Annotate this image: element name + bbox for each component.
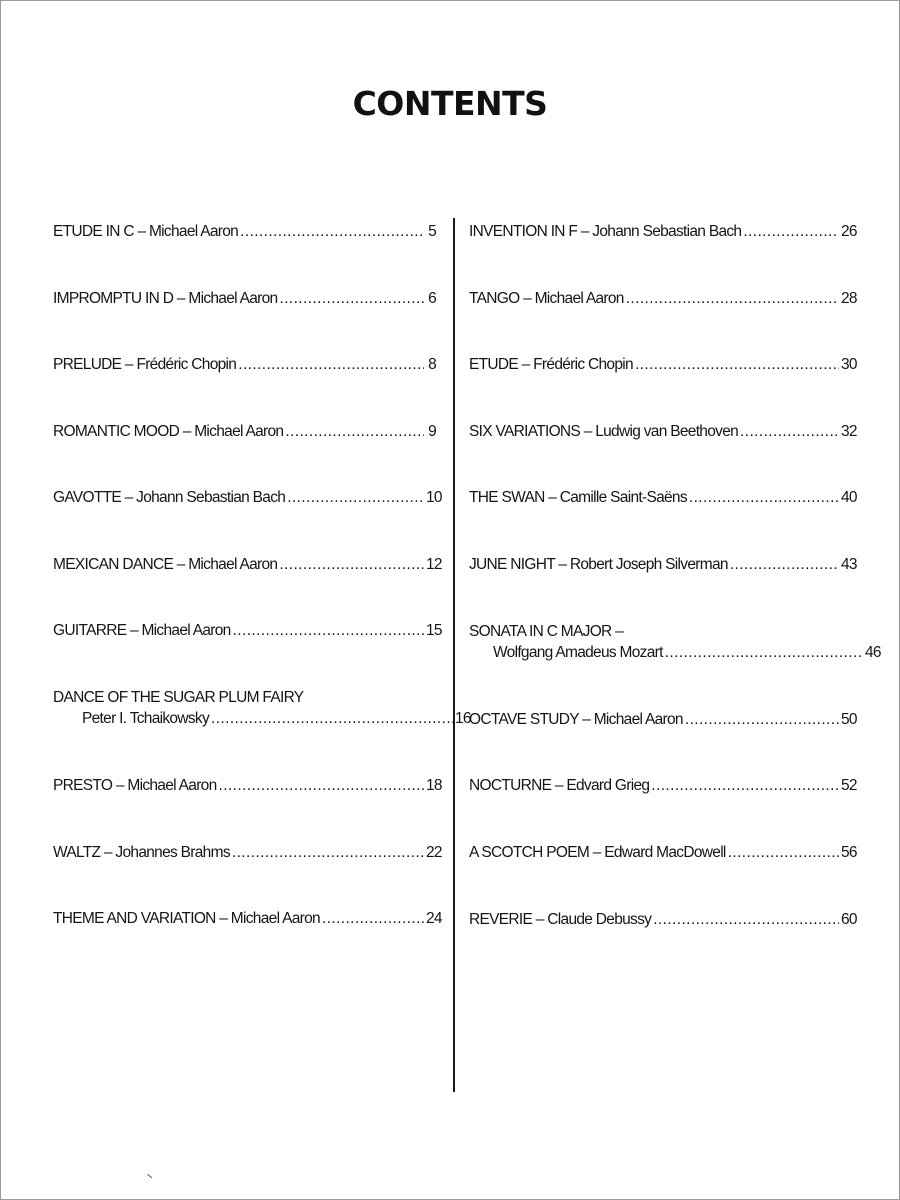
toc-entry[interactable]: [469, 909, 857, 930]
dot-leader: [626, 288, 839, 309]
toc-entry[interactable]: [53, 842, 442, 863]
page-title: CONTENTS: [352, 84, 548, 123]
dot-leader: [240, 221, 424, 242]
toc-entry-page: 6: [428, 290, 436, 307]
dot-leader: [740, 421, 839, 442]
dot-leader: [279, 554, 424, 575]
toc-entry[interactable]: [53, 487, 442, 508]
toc-entry-title-line: DANCE OF THE SUGAR PLUM FAIRY: [53, 689, 304, 706]
toc-entry[interactable]: [469, 288, 857, 309]
toc-entry-page: 9: [428, 423, 436, 440]
toc-entry[interactable]: [53, 354, 436, 375]
toc-entry[interactable]: [53, 554, 442, 575]
toc-entry-page: 56: [841, 844, 857, 861]
dot-leader: [233, 620, 424, 641]
dot-leader: [685, 709, 839, 730]
dot-leader: [219, 775, 424, 796]
toc-entry-page: 10: [426, 489, 442, 506]
toc-entry-title: REVERIE – Claude Debussy: [469, 911, 652, 928]
column-divider: [453, 218, 455, 1092]
toc-entry[interactable]: [469, 487, 857, 508]
toc-entry-title: INVENTION IN F – Johann Sebastian Bach: [469, 223, 742, 240]
toc-entry-title: THEME AND VARIATION – Michael Aaron: [53, 910, 320, 927]
dot-leader: [730, 554, 839, 575]
toc-entry-composer: Peter I. Tchaikowsky: [82, 710, 209, 727]
dot-leader: [211, 708, 453, 729]
toc-entry-page: 50: [841, 711, 857, 728]
toc-entry[interactable]: [469, 221, 857, 242]
toc-entry-page: 8: [428, 356, 436, 373]
toc-entry-page: 5: [428, 223, 436, 240]
toc-entry-title: WALTZ – Johannes Brahms: [53, 844, 230, 861]
toc-entry-title: JUNE NIGHT – Robert Joseph Silverman: [469, 556, 728, 573]
toc-entry-title: IMPROMPTU IN D – Michael Aaron: [53, 290, 278, 307]
dot-leader: [635, 354, 839, 375]
toc-entry[interactable]: [53, 421, 436, 442]
toc-entry-page: 15: [426, 622, 442, 639]
toc-entry-page: 30: [841, 356, 857, 373]
toc-entry[interactable]: [469, 842, 857, 863]
toc-entry[interactable]: [469, 775, 857, 796]
toc-entry[interactable]: [53, 775, 442, 796]
toc-entry-title: NOCTURNE – Edvard Grieg: [469, 777, 650, 794]
toc-entry-title: MEXICAN DANCE – Michael Aaron: [53, 556, 278, 573]
dot-leader: [743, 221, 839, 242]
toc-entry-page: 12: [426, 556, 442, 573]
dot-leader: [232, 842, 424, 863]
toc-entry-title: ETUDE IN C – Michael Aaron: [53, 223, 239, 240]
toc-entry-title: TANGO – Michael Aaron: [469, 290, 624, 307]
toc-entry-page: 32: [841, 423, 857, 440]
dot-leader: [689, 487, 839, 508]
toc-entry-title: SIX VARIATIONS – Ludwig van Beethoven: [469, 423, 739, 440]
toc-entry-page: 16: [455, 710, 471, 727]
toc-entry-page: 18: [426, 777, 442, 794]
toc-entry[interactable]: [469, 554, 857, 575]
toc-entry-title: GUITARRE – Michael Aaron: [53, 622, 231, 639]
toc-entry-title: ROMANTIC MOOD – Michael Aaron: [53, 423, 284, 440]
toc-entry-composer: Wolfgang Amadeus Mozart: [493, 644, 663, 661]
toc-entry-page: 22: [426, 844, 442, 861]
toc-entry-title: A SCOTCH POEM – Edward MacDowell: [469, 844, 726, 861]
toc-entry[interactable]: [53, 620, 442, 641]
dot-leader: [651, 775, 839, 796]
dot-leader: [322, 908, 424, 929]
dot-leader: [665, 642, 863, 663]
dot-leader: [285, 421, 424, 442]
dot-leader: [653, 909, 839, 930]
toc-entry-title-line: SONATA IN C MAJOR –: [469, 623, 624, 640]
toc-entry-title: PRESTO – Michael Aaron: [53, 777, 217, 794]
toc-entry-page: 52: [841, 777, 857, 794]
toc-entry-title: OCTAVE STUDY – Michael Aaron: [469, 711, 683, 728]
toc-entry[interactable]: [469, 709, 857, 730]
toc-entry-page: 43: [841, 556, 857, 573]
dot-leader: [279, 288, 424, 309]
dot-leader: [728, 842, 839, 863]
toc-entry-title: GAVOTTE – Johann Sebastian Bach: [53, 489, 286, 506]
toc-entry-page: 46: [865, 644, 881, 661]
toc-entry[interactable]: [53, 221, 436, 242]
toc-entry-page: 40: [841, 489, 857, 506]
toc-entry[interactable]: [53, 908, 442, 929]
toc-entry-title: ETUDE – Frédéric Chopin: [469, 356, 633, 373]
dot-leader: [238, 354, 424, 375]
toc-entry-title: PRELUDE – Frédéric Chopin: [53, 356, 237, 373]
toc-entry-page: 60: [841, 911, 857, 928]
toc-entry-title: THE SWAN – Camille Saint-Saëns: [469, 489, 687, 506]
dot-leader: [287, 487, 424, 508]
toc-entry[interactable]: [469, 354, 857, 375]
toc-entry[interactable]: [469, 621, 881, 663]
toc-entry-page: 28: [841, 290, 857, 307]
toc-entry-page: 26: [841, 223, 857, 240]
toc-entry[interactable]: [53, 288, 436, 309]
toc-entry[interactable]: [469, 421, 857, 442]
toc-entry-page: 24: [426, 910, 442, 927]
toc-entry[interactable]: [53, 687, 471, 729]
